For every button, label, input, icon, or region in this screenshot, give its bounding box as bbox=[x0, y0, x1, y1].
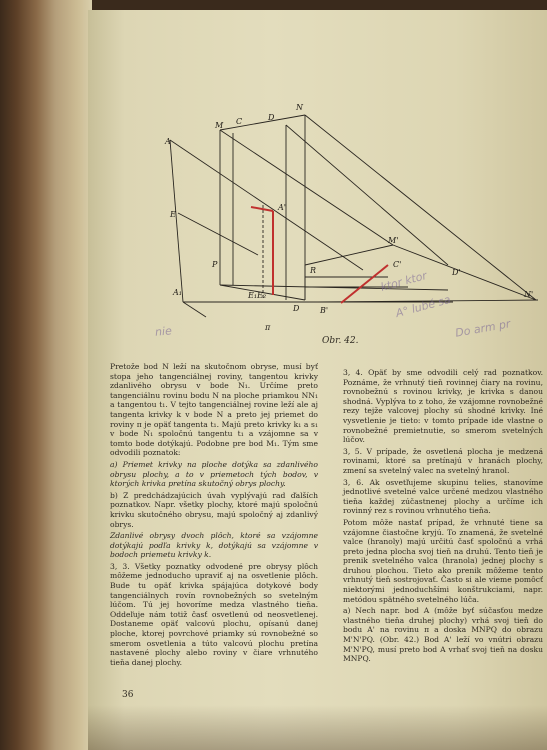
svg-text:B': B' bbox=[320, 306, 329, 315]
handwritten-note-3: Do arm pr bbox=[454, 317, 512, 340]
svg-text:D: D bbox=[268, 113, 275, 122]
svg-text:P: P bbox=[212, 260, 218, 269]
paragraph: Pretože bod N leží na skutočnom obryse, musí byť stopa jeho tangenciálnej roviny, tangentou krivky zdanlivého obrysu v bode N₁. Určíme preto tangenciálnu rovinu bodu N na ploche priamkou NN₁ a tangentou t₁. V tejto tangenciálnej rovine leží ale aj tangenta krivky k v bode N a preto jej priemet do roviny π je opäť tangenta t₁. Majú preto krivky k₁ a s₁ v bode N₁ spoločnú tangentu t₁ a vzájomne sa v tomto bode dotýkajú. Podobne pre bod M₁. Tým sme odvodili poznatok: bbox=[110, 362, 318, 458]
svg-text:E: E bbox=[170, 210, 176, 219]
edge-a-a1 bbox=[170, 140, 183, 302]
paragraph: Zdanlivé obrysy dvoch plôch, ktoré sa vzájomne dotýkajú podľa krivky k, dotýkajú sa vzájomne v bodoch priemetu krivky k. bbox=[110, 531, 318, 560]
svg-text:M': M' bbox=[388, 236, 399, 245]
light-ray-a bbox=[170, 140, 363, 270]
figure-caption: Obr. 42. bbox=[322, 336, 359, 346]
shadow-line-p bbox=[220, 285, 448, 290]
handwritten-note-2: A° lubé sa bbox=[394, 292, 453, 321]
book-spine-edge bbox=[0, 0, 92, 750]
svg-text:D: D bbox=[293, 304, 300, 313]
paragraph: 3, 3. Všetky poznatky odvodené pre obrysy plôch môžeme jednoducho upraviť aj na osvetlenie plôch. Bude tu opäť krivka spájajúca dotykové body tangenciálnych rovín rovnobežných so svetelným lúčom. Tú jej hovoríme medza vlastného tieňa. Oddeľuje nám totiž časť osvetlenú od neosvetlenej. Dostaneme opäť valcovú plochu, opísanú danej ploche, ktorej povrchové priamky sú rovnobežné so smerom osvetlenia a túto valcovú plochu pretína nastavené plochy alebo roviny v čiare vrhnutého tieňa danej plochy. bbox=[110, 561, 318, 667]
paragraph: 3, 5. V prípade, že osvetlená plocha je medzená rovinami, ktoré sa pretínajú v hranách plochy, zmení sa svetelný valec na svetelný hranol. bbox=[343, 446, 543, 475]
handwritten-note-1: ktor ktor bbox=[379, 269, 429, 294]
svg-text:R: R bbox=[310, 266, 317, 275]
svg-text:N: N bbox=[296, 103, 303, 112]
page-shadow bbox=[88, 705, 547, 750]
geometry-figure bbox=[88, 95, 547, 355]
svg-text:N': N' bbox=[524, 290, 534, 299]
paragraph: a) Nech napr. bod A (môže byť súčasťou medze vlastného tieňa druhej plochy) vrhá svoj tieň do bodu A' na rovinu π a doska MNPQ do obrazu M'N'PQ. (Obr. 42.) Bod A' leží vo vnútri obrazu M'N'PQ, musí preto bod A vrhať svoj tieň na dosku MNPQ. bbox=[343, 606, 543, 664]
plate-top bbox=[220, 115, 305, 130]
text-column-right bbox=[343, 368, 543, 666]
page-number: 36 bbox=[122, 690, 134, 700]
svg-text:C: C bbox=[236, 117, 243, 126]
paragraph: Potom môže nastať prípad, že vrhnuté tiene sa vzájomne čiastočne kryjú. To znamená, že svetelné valce (hranoly) majú určitú časť spoločnú a vrhá preto jedna plocha svoj tieň na druhú. Tento tieň je prenik svetelného valca (hranola) jednej plochy s druhou plochou. Tieto ako prenik môžeme tento vrhnutý tieň sostrojovať. Často si ale vieme pomôcť niektorými jednoduchšími konštrukciami, napr. metódou spätného svetelného lúča. bbox=[343, 517, 543, 604]
svg-text:A₁: A₁ bbox=[173, 288, 182, 297]
light-ray-d bbox=[286, 125, 448, 265]
paragraph: a) Priemet krivky na ploche dotýka sa zdanlivého obrysu plochy, a to v priemetoch tých bodov, v ktorých krivka pretína skutočný obrys plochy. bbox=[110, 459, 318, 489]
text-column-left bbox=[110, 362, 318, 669]
svg-text:A': A' bbox=[278, 203, 286, 212]
svg-text:D': D' bbox=[452, 268, 461, 277]
paragraph: 3, 4. Opäť by sme odvodili celý rad poznatkov. Poznáme, že vrhnutý tieň rovinnej čiary na rovinu, rovnobežnú s rovinou krivky, je krivka s danou shodná. Vyplýva to z toho, že vzájomne rovnobežné rezy tejže valcovej plochy sú shodné krivky. Iné vysvetlenie je tieto: v tomto prípade ide vlastne o rovnobežné premietnutie, so smerom svetelných lúčov. bbox=[343, 368, 543, 445]
paragraph: 3, 6. Ak osvetľujeme skupinu telies, stanovíme jednotlivé svetelné valce určené medzou vlastného tieňa každej zúčastnenej plochy a určíme ich rovinný rez s rovinou vrhnutého tieňa. bbox=[343, 477, 543, 516]
light-ray-e bbox=[178, 213, 258, 255]
svg-text:E₁E₂: E₁E₂ bbox=[248, 291, 267, 300]
shadow-edge-top bbox=[305, 245, 393, 265]
svg-text:M: M bbox=[215, 121, 224, 130]
svg-text:A: A bbox=[165, 137, 171, 146]
axis-line bbox=[183, 302, 206, 317]
light-ray-m bbox=[220, 130, 393, 245]
handwritten-note-4: nie bbox=[154, 324, 173, 339]
svg-text:C': C' bbox=[393, 260, 402, 269]
svg-text:π: π bbox=[265, 323, 271, 332]
paragraph: b) Z predchádzajúcich úvah vyplývajú rad ďalších poznatkov. Napr. všetky plochy, ktoré majú spoločnú krivku skutočného obrysu, majú spoločný aj zdanlivý obrys. bbox=[110, 490, 318, 529]
